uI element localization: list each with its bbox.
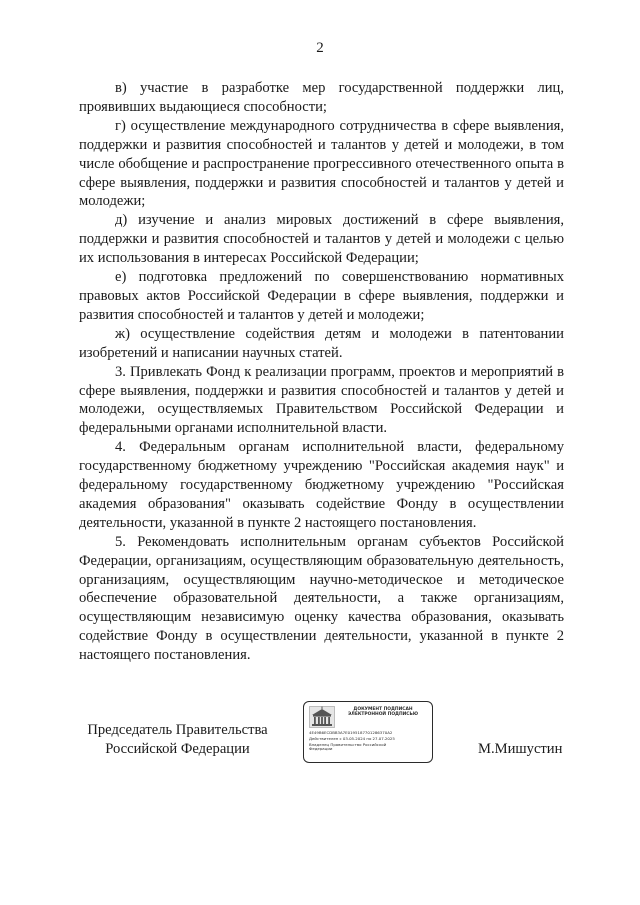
stamp-certificate: 4E49B6ECDBB3A7E0195187701286370A2 <box>309 730 393 735</box>
stamp-owner: Владелец Правительство Российской Федерации <box>309 741 387 752</box>
signer-name: М.Мишустин <box>478 741 563 757</box>
government-building-emblem-icon <box>309 706 335 728</box>
paragraph-item-v: в) участие в разработке мер государственной поддержки лиц, проявивших выдающиеся способности; <box>79 80 564 115</box>
signatory-position-line2: Российской Федерации <box>105 741 250 757</box>
paragraph-item-zh: ж) осуществление содействия детям и молодежи в патентовании изобретений и написании научных статей. <box>79 325 564 361</box>
stamp-title: ДОКУМЕНТ ПОДПИСАН ЭЛЕКТРОННОЙ ПОДПИСЬЮ <box>347 707 419 718</box>
signatory-position-line1: Председатель Правительства <box>87 722 268 738</box>
signatory-position <box>80 721 275 759</box>
paragraph-item-d: д) изучение и анализ мировых достижений в сфере выявления, поддержки и развития способностей и талантов у детей и молодежи с целью их использования в интересах Российской Федерации; <box>79 212 564 267</box>
page-number: 2 <box>316 40 324 56</box>
document-body <box>79 79 564 665</box>
paragraph-point-3: 3. Привлекать Фонд к реализации программ, проектов и мероприятий в сфере выявления, поддержки и развития способностей и талантов у детей и молодежи, осуществляемых Правительством Российской Федерации и федеральными органами исполнительной власти. <box>79 363 564 437</box>
paragraph-item-g: г) осуществление международного сотрудничества в сфере выявления, поддержки и развития способностей и талантов у детей и молодежи, в том числе обобщение и распространение прогрессивного отечественного опыта в сфере выявления, поддержки и развития способностей и талантов у детей и молодежи; <box>79 117 564 210</box>
electronic-signature-stamp <box>303 701 433 763</box>
stamp-validity: Действителен с 03.05.2024 по 27.07.2025 <box>309 736 395 741</box>
paragraph-point-5: 5. Рекомендовать исполнительным органам субъектов Российской Федерации, организациям, осуществляющим образовательную деятельность, организациям, осуществляющим научно-методическое и методическое обеспечение образовательной деятельности, а также организациям, осуществляющим независимую оценку качества образования, оказывать содействие Фонду в осуществлении деятельности, указанной в пункте 2 настоящего постановления. <box>79 533 564 664</box>
paragraph-point-4: 4. Федеральным органам исполнительной власти, федеральному государственному бюджетному учреждению "Российская академия наук" и федеральному государственному бюджетному учреждению "Российская академия образования" оказывать содействие Фонду в осуществлении деятельности, указанной в пункте 2 настоящего постановления. <box>79 439 564 531</box>
paragraph-item-e: е) подготовка предложений по совершенствованию нормативных правовых актов Российской Федерации в сфере выявления, поддержки и развития способностей и талантов у детей и молодежи; <box>79 269 564 323</box>
